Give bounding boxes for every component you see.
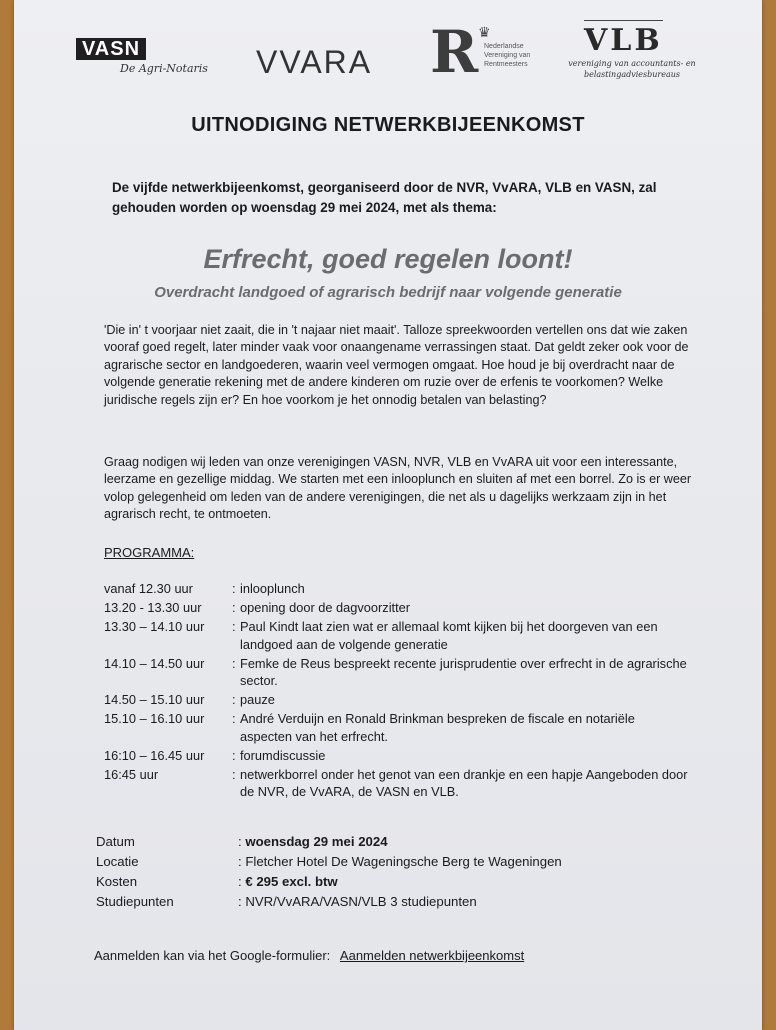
signup-link[interactable]: Aanmelden netwerkbijeenkomst bbox=[339, 948, 525, 963]
programma-list bbox=[104, 580, 704, 802]
programma-row bbox=[104, 710, 704, 745]
programma-row bbox=[104, 766, 704, 801]
programma-desc: Paul Kindt laat zien wat er allemaal komt kijken bij het doorgeven van een landgoed aan de volgende generatie bbox=[240, 619, 658, 652]
detail-row-datum bbox=[96, 832, 696, 852]
nvr-logo: R bbox=[430, 18, 479, 86]
programma-time: 13.20 - 13.30 uur bbox=[104, 600, 202, 615]
detail-row-locatie bbox=[96, 852, 696, 872]
programma-desc: forumdiscussie bbox=[240, 747, 326, 763]
detail-label: Datum bbox=[96, 834, 135, 849]
programma-row bbox=[104, 691, 704, 709]
detail-row-kosten bbox=[96, 872, 696, 892]
separator: : bbox=[232, 581, 236, 596]
detail-value: : woensdag 29 mei 2024 bbox=[238, 834, 388, 849]
programma-row bbox=[104, 599, 704, 617]
programma-row bbox=[104, 655, 704, 690]
intro-text: De vijfde netwerkbijeenkomst, georganiseerd door de NVR, VvARA, VLB en VASN, zal gehouden worden op woensdag 29 mei 2024, met als thema: bbox=[112, 180, 657, 215]
programma-time: vanaf 12.30 uur bbox=[104, 581, 193, 596]
separator: : bbox=[232, 711, 236, 726]
programma-time: 16:10 – 16.45 uur bbox=[104, 747, 205, 763]
programma-desc: pauze bbox=[240, 692, 275, 707]
detail-label: Locatie bbox=[96, 854, 139, 869]
crown-icon: ♛ bbox=[478, 24, 491, 40]
programma-time: 14.10 – 14.50 uur bbox=[104, 655, 205, 671]
detail-row-studiepunten bbox=[96, 892, 696, 912]
detail-value: : Fletcher Hotel De Wageningsche Berg te Wageningen bbox=[238, 854, 562, 869]
separator: : bbox=[232, 619, 236, 634]
detail-label: Kosten bbox=[96, 874, 138, 889]
detail-value-text: woensdag 29 mei 2024 bbox=[245, 834, 388, 849]
page-title: UITNODIGING NETWERKBIJEENKOMST bbox=[191, 114, 585, 136]
programma-row bbox=[104, 618, 704, 653]
signup-line bbox=[94, 948, 524, 963]
separator: : bbox=[232, 766, 236, 782]
programma-time: 15.10 – 16.10 uur bbox=[104, 711, 205, 726]
event-details bbox=[96, 832, 696, 912]
detail-label: Studiepunten bbox=[96, 894, 174, 909]
programma-desc: inlooplunch bbox=[240, 581, 305, 596]
programma-desc: opening door de dagvoorzitter bbox=[240, 600, 411, 615]
separator: : bbox=[232, 747, 236, 763]
detail-value: : NVR/VvARA/VASN/VLB 3 studiepunten bbox=[238, 894, 477, 909]
programma-row bbox=[104, 580, 704, 598]
programma-time: 16:45 uur bbox=[104, 766, 159, 782]
paragraph-invitation: Graag nodigen wij leden van onze verenigingen VASN, NVR, VLB en VvARA uit voor een interessante, leerzame en gezellige middag. We starten met een inlooplunch en sluiten af met een borrel. Zo is er weer volop gelegenheid om leden van de andere verenigingen, die net als u dagelijks werkzaam zijn in het agrarisch recht, te ontmoeten. bbox=[104, 455, 692, 522]
separator: : bbox=[232, 655, 236, 671]
programma-time: 13.30 – 14.10 uur bbox=[104, 619, 205, 634]
vlb-logo-subtitle: vereniging van accountants- en belastingadviesbureaus bbox=[568, 59, 696, 79]
detail-value-text: NVR/VvARA/VASN/VLB 3 studiepunten bbox=[245, 894, 477, 909]
separator: : bbox=[232, 600, 236, 615]
theme-title: Erfrecht, goed regelen loont! bbox=[203, 244, 573, 274]
detail-value-text: Fletcher Hotel De Wageningsche Berg te Wageningen bbox=[245, 854, 562, 869]
separator: : bbox=[232, 692, 236, 707]
programma-desc: Femke de Reus bespreekt recente jurisprudentie over erfrecht in de agrarische sector. bbox=[240, 655, 687, 688]
programma-row bbox=[104, 747, 704, 765]
programma-desc: netwerkborrel onder het genot van een drankje en een hapje Aangeboden door de NVR, de VvARA, de VASN en VLB. bbox=[240, 766, 688, 799]
vvara-logo: VVARA bbox=[256, 44, 373, 80]
theme-subtitle: Overdracht landgoed of agrarisch bedrijf naar volgende generatie bbox=[154, 284, 622, 301]
detail-value-text: € 295 excl. btw bbox=[245, 874, 338, 889]
vasn-logo-subtitle: De Agri-Notaris bbox=[120, 62, 208, 75]
invitation-sheet bbox=[14, 0, 762, 1030]
programma-desc: André Verduijn en Ronald Brinkman bespreken de fiscale en notariële aspecten van het erfrecht. bbox=[240, 711, 635, 744]
programma-heading: PROGRAMMA: bbox=[104, 545, 195, 560]
signup-text: Aanmelden kan via het Google-formulier: bbox=[94, 948, 331, 963]
paragraph-intro: 'Die in' t voorjaar niet zaait, die in 't najaar niet maait'. Talloze spreekwoorden vertellen ons dat wie zaken vooraf goed regelt, later minder vaak voor onaangename verrassingen staat. Dat geldt zeker ook voor de agrarische sector en landgoederen, waarin veel vermogen omgaat. Hoe houd je bij overdracht naar de volgende generatie rekening met de andere kinderen om ruzie over de erfenis te voorkomen? Welke juridische regels zijn er? En hoe voorkom je het onnodig betalen van belasting? bbox=[104, 323, 689, 407]
programma-time: 14.50 – 15.10 uur bbox=[104, 692, 205, 707]
vlb-logo: VLB bbox=[584, 20, 663, 58]
vasn-logo: VASN bbox=[76, 38, 146, 60]
nvr-logo-subtitle: Nederlandse Vereniging van Rentmeesters bbox=[484, 43, 531, 68]
detail-value: : € 295 excl. btw bbox=[238, 874, 338, 889]
